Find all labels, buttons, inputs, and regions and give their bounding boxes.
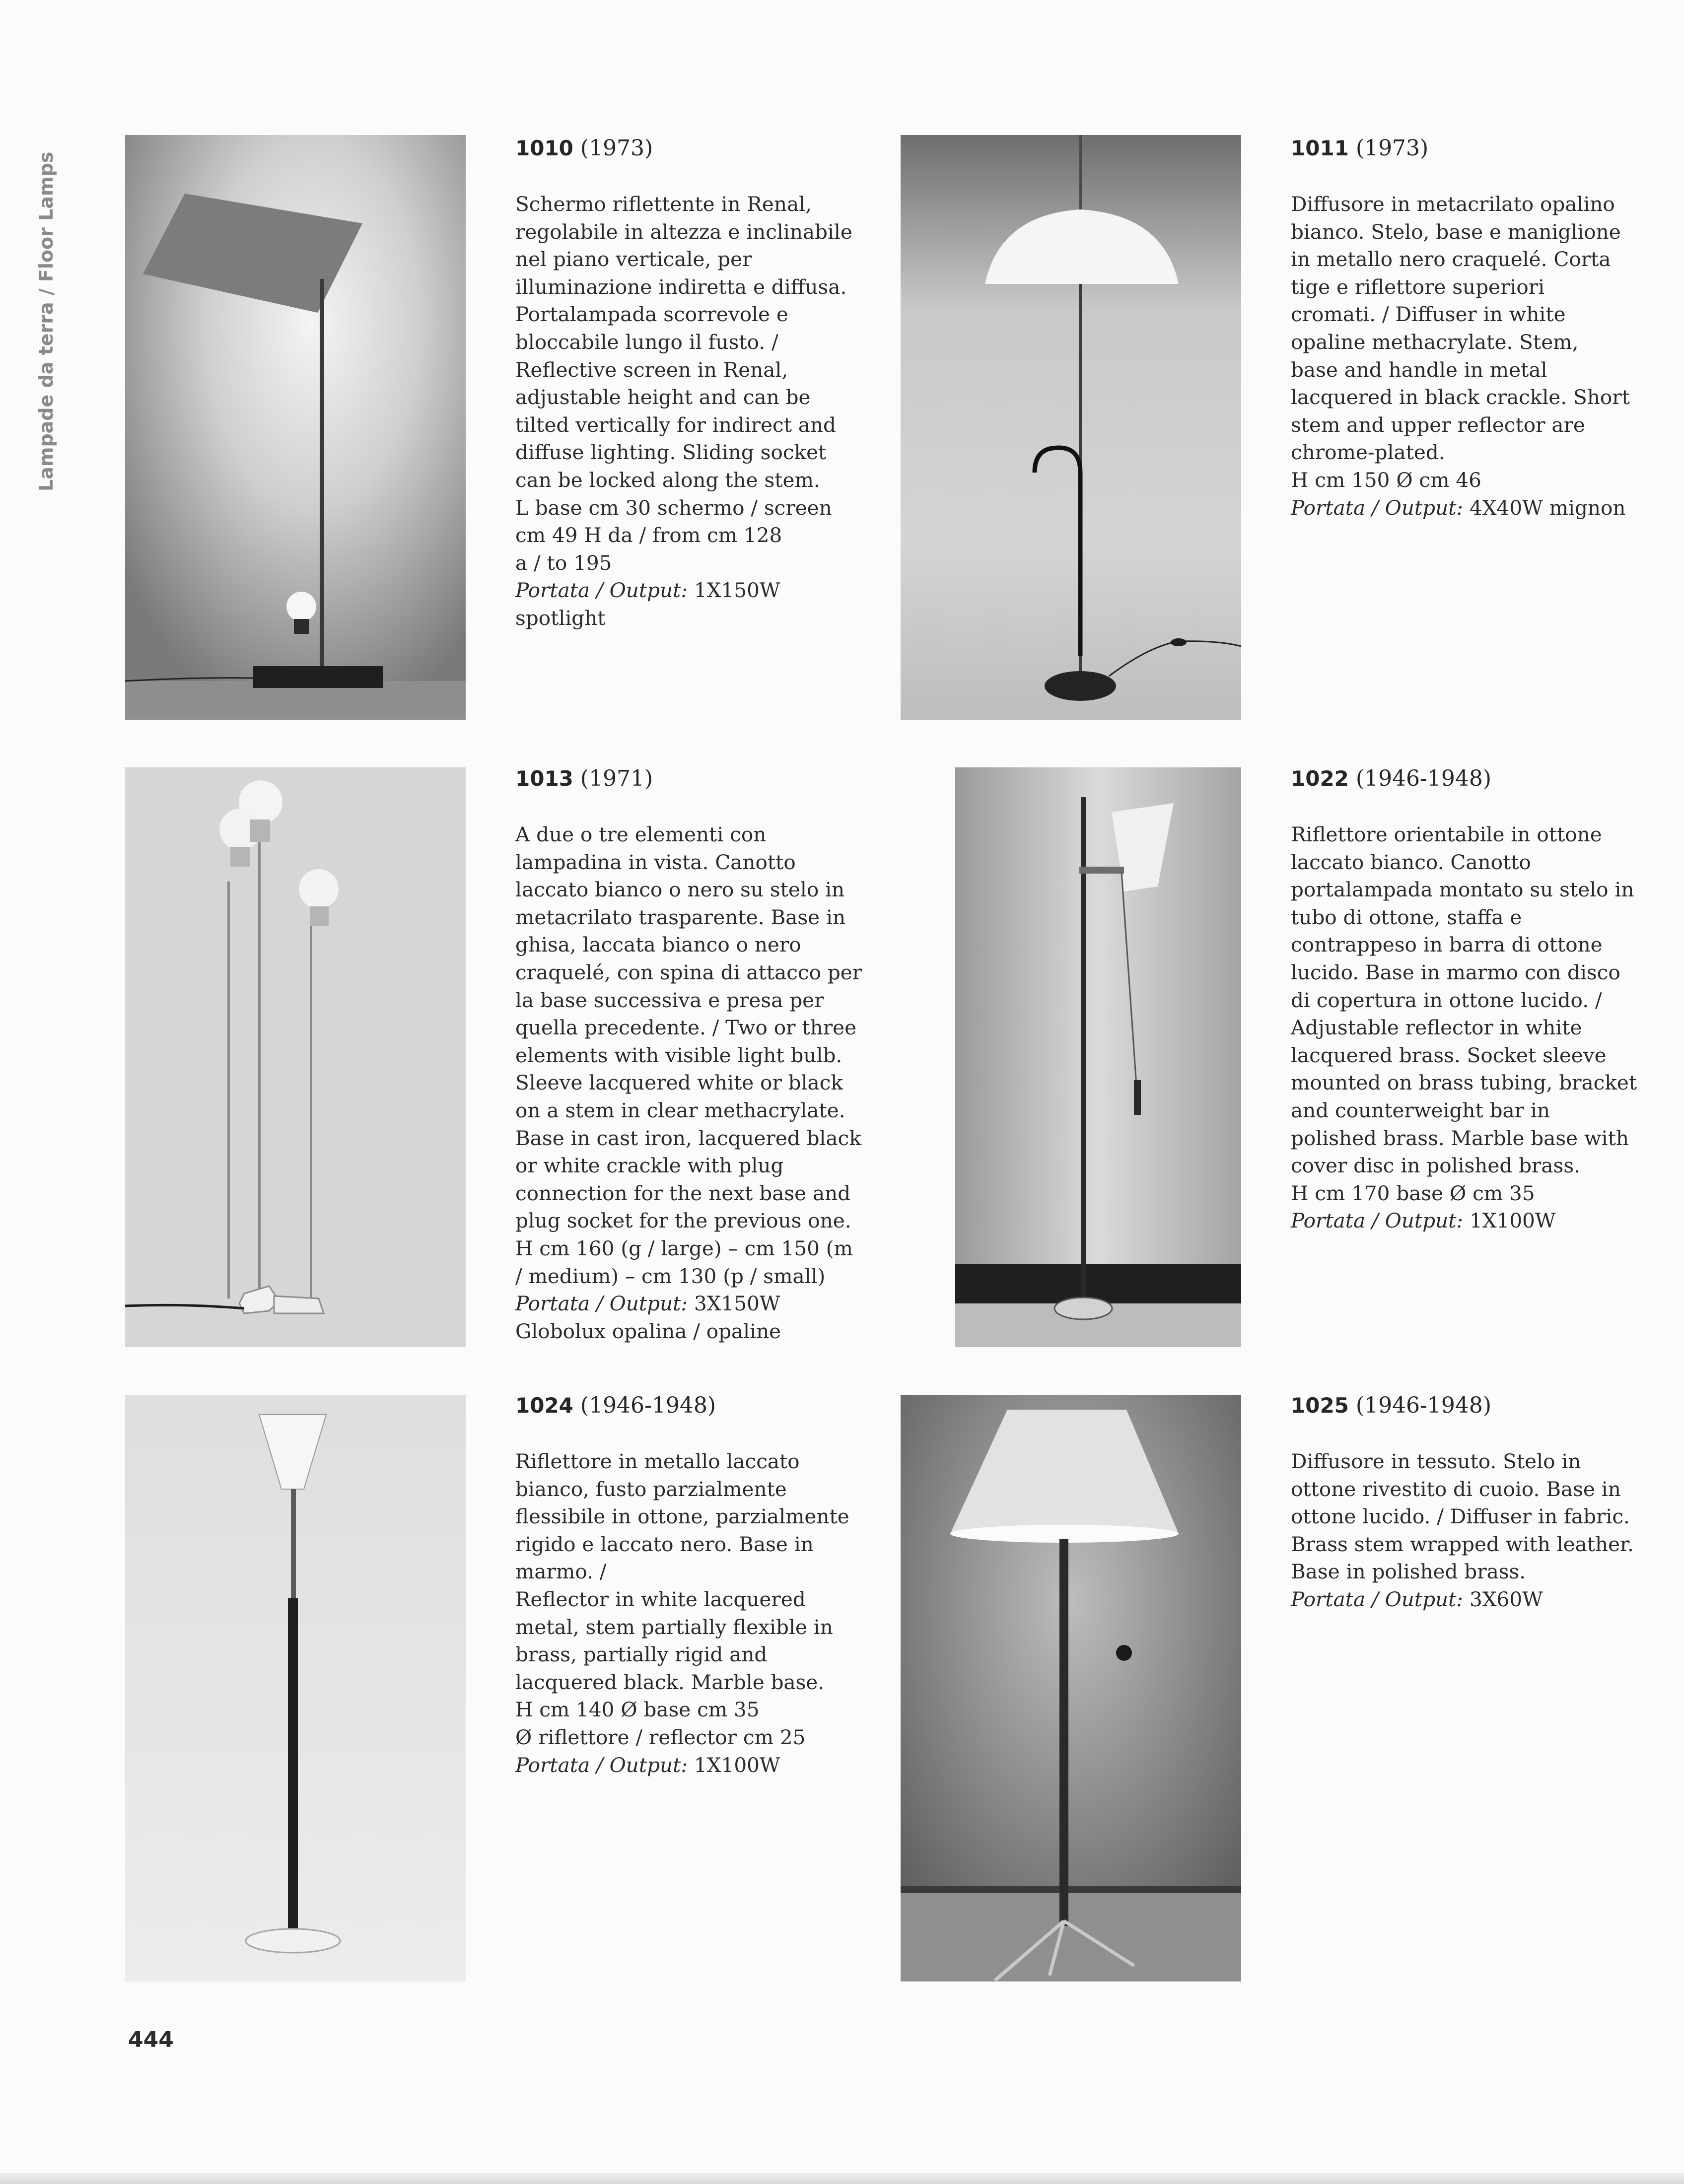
photo-lamp-1024 (125, 1395, 466, 1981)
model-year: (1971) (580, 766, 653, 791)
entry-description (1291, 1448, 1648, 1614)
output-value: 3X60W (1463, 1587, 1543, 1611)
entry-1010 (515, 134, 873, 632)
output-label: Portata / Output: (515, 1292, 688, 1316)
entry-1024 (515, 1391, 873, 1779)
description-text: A due o tre elementi con lampadina in vista. Canotto laccato bianco o nero su stelo in metacrilato trasparente. Base in ghisa, laccata bianco o nero craquelé, con spina di attacco per la base successiva e presa per quella precedente. / Two or three elements with visible light bulb. Sleeve lacquered white or black on a stem in clear methacrylate. Base in cast iron, lacquered black or white crackle with plug connection for the next base and plug socket for the previous one. H cm 160 (g / large) – cm 150 (m / medium) – cm 130 (p / small) (515, 822, 862, 1288)
entry-description (515, 821, 873, 1345)
entry-heading (515, 764, 873, 793)
model-code: 1022 (1291, 766, 1349, 791)
photo-lamp-1013 (125, 767, 466, 1347)
description-text: Schermo riflettente in Renal, regolabile in altezza e inclinabile nel piano verticale, per illuminazione indiretta e diffusa. Portalampada scorrevole e bloccabile lungo il fusto. / Reflective screen in Renal, adjustable height and can be tilted vertically for indirect and diffuse lighting. Sliding socket can be locked along the stem. L base cm 30 schermo / screen cm 49 H da / from cm 128 a / to 195 (515, 192, 852, 575)
entry-description (515, 1448, 873, 1779)
photo-lamp-1011 (901, 135, 1241, 720)
model-code: 1011 (1291, 136, 1349, 160)
description-text: Diffusore in metacrilato opalino bianco. Stelo, base e maniglione in metallo nero craquelé. Corta tige e riflettore superiori cromati. / Diffuser in white opaline methacrylate. Stem, base and handle in metal lacquered in black crackle. Short stem and upper reflector are chrome-plated. H cm 150 Ø cm 46 (1291, 192, 1630, 492)
model-code: 1010 (515, 136, 573, 160)
output-label: Portata / Output: (1291, 495, 1464, 520)
entry-1022 (1291, 764, 1648, 1235)
model-year: (1973) (1355, 136, 1429, 161)
description-text: Riflettore orientabile in ottone laccato bianco. Canotto portalampada montato su stelo in tubo di ottone, staffa e contrappeso in barra di ottone lucido. Base in marmo con disco di copertura in ottone lucido. / Adjustable reflector in white lacquered brass. Socket sleeve mounted on brass tubing, bracket and counterweight bar in polished brass. Marble base with cover disc in polished brass. H cm 170 base Ø cm 35 (1291, 822, 1637, 1205)
photo-lamp-1025 (901, 1395, 1241, 1981)
entry-heading (515, 134, 873, 163)
model-year: (1946-1948) (580, 1393, 716, 1418)
entry-heading (515, 1391, 873, 1420)
model-year: (1946-1948) (1355, 766, 1492, 791)
entry-heading (1291, 134, 1648, 163)
entry-1025 (1291, 1391, 1648, 1614)
entry-description (1291, 821, 1648, 1235)
output-value: 1X150W spotlight (515, 578, 780, 630)
page-bottom-edge (0, 2173, 1684, 2184)
output-value: 1X100W (688, 1753, 780, 1777)
model-year: (1973) (580, 136, 653, 161)
description-text: Riflettore in metallo laccato bianco, fusto parzialmente flessibile in ottone, parzialmente rigido e laccato nero. Base in marmo. / Reflector in white lacquered metal, stem partially flexible in brass, partially rigid and lacquered black. Marble base. H cm 140 Ø base cm 35 Ø riflettore / reflector cm 25 (515, 1449, 849, 1749)
output-value: 4X40W mignon (1463, 495, 1626, 520)
output-label: Portata / Output: (515, 1753, 688, 1777)
entry-heading (1291, 764, 1648, 793)
output-label: Portata / Output: (1291, 1209, 1464, 1233)
entry-1011 (1291, 134, 1648, 522)
section-title: Lampade da terra / Floor Lamps (35, 151, 57, 491)
entry-1013 (515, 764, 873, 1345)
output-label: Portata / Output: (1291, 1587, 1464, 1611)
output-value: 3X150W Globolux opalina / opaline (515, 1292, 781, 1343)
output-value: 1X100W (1463, 1209, 1556, 1233)
entry-description (1291, 191, 1648, 522)
photo-lamp-1022 (955, 767, 1241, 1347)
model-code: 1025 (1291, 1393, 1349, 1418)
model-code: 1024 (515, 1393, 573, 1418)
model-year: (1946-1948) (1355, 1393, 1492, 1418)
entry-description (515, 191, 873, 632)
model-code: 1013 (515, 766, 573, 791)
photo-lamp-1010 (125, 135, 466, 720)
output-label: Portata / Output: (515, 578, 688, 603)
entry-heading (1291, 1391, 1648, 1420)
description-text: Diffusore in tessuto. Stelo in ottone rivestito di cuoio. Base in ottone lucido. / Diffuser in fabric. Brass stem wrapped with leather. Base in polished brass. (1291, 1449, 1634, 1584)
page-number: 444 (128, 2027, 174, 2052)
